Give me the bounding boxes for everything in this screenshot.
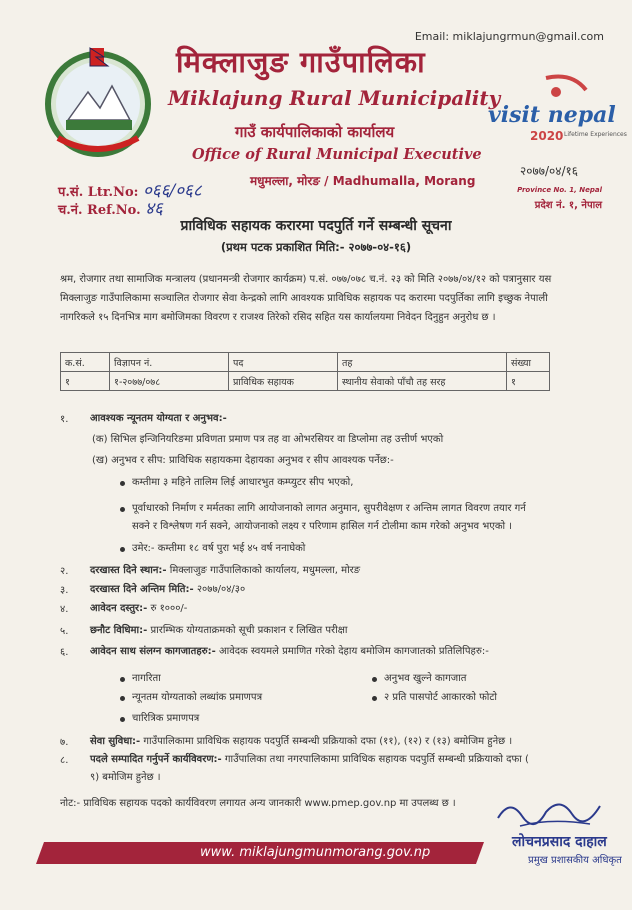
section-facilities — [90, 734, 570, 749]
section-duties-continued: ९) बमोजिम हुनेछ । — [90, 772, 161, 783]
table-header: पद — [229, 353, 338, 372]
document-item: चारित्रिक प्रमाणपत्र — [132, 713, 200, 724]
skill-item-2-line1: पूर्वाधारको निर्माण र मर्मतका लागि आयोजनाको लागत अनुमान, सुपरीवेक्षण र अन्तिम लागत विवरण तयार गर्न — [132, 503, 526, 514]
bullet-icon — [120, 696, 125, 701]
qualification-b: (ख) अनुभव र सीप: प्राविधिक सहायकमा देहायका अनुभव र सीप आवश्यक पर्नेछ:- — [92, 455, 394, 466]
bullet-icon — [120, 547, 125, 552]
notice-subtitle: (प्रथम पटक प्रकाशित मिति:- २०७७-०४-१६) — [220, 240, 412, 254]
office-title-english: Office of Rural Municipal Executive — [192, 146, 482, 163]
visit-nepal-logo — [486, 74, 627, 148]
skill-item-2-line2: सक्ने र विश्लेषण गर्न सक्ने, आयोजनाको लक्ष्य र परिणाम हासिल गर्न टोलीमा काम गरेको अनुभव भएको । — [132, 521, 513, 532]
table-cell: स्थानीय सेवाको पाँचौ तह सरह — [338, 372, 507, 391]
section-value: मिक्लाजुङ गाउँपालिकाको कार्यालय, मधुमल्ला, मोरङ — [169, 565, 361, 576]
section-label: पदले सम्पादित गर्नुपर्ने कार्यविवरण:- — [90, 754, 222, 765]
section-number: १. — [60, 414, 69, 425]
table-header-row — [61, 353, 550, 372]
table-header: विज्ञापन नं. — [110, 353, 229, 372]
skill-item-1: कम्तीमा ३ महिने तालिम लिई आधारभुत कम्प्युटर सीप भएको, — [132, 477, 354, 488]
visit-nepal-logo-icon — [486, 74, 627, 148]
section-value: आवेदक स्वयमले प्रमाणित गरेको देहाय बमोजिम कागजातको प्रतिलिपिहरु:- — [218, 646, 489, 657]
section-number: ५. — [60, 626, 69, 637]
reference-number-label: च.नं. Ref.No. — [58, 203, 141, 218]
reference-number-value: ४६ — [145, 199, 163, 219]
bullet-icon — [120, 507, 125, 512]
letter-date: २०७७/०४/१६ — [519, 164, 578, 178]
section-number: ३. — [60, 585, 69, 596]
table-row — [61, 372, 550, 391]
table-header: संख्या — [507, 353, 550, 372]
skill-item-3: उमेर:- कम्तीमा १८ वर्ष पुरा भई ४५ वर्ष ननाघेको — [132, 543, 306, 554]
section-value: प्रारम्भिक योग्यताक्रमको सूची प्रकाशन र लिखित परीक्षा — [150, 625, 348, 636]
table-cell: १ — [507, 372, 550, 391]
section-value: रु १०००/- — [150, 603, 188, 614]
section-label: दरखास्त दिने अन्तिम मिति:- — [90, 584, 194, 595]
section-number: ४. — [60, 604, 69, 615]
section-label: आवेदन साथ संलग्न कागजातहरु:- — [90, 646, 216, 657]
bullet-icon — [120, 677, 125, 682]
visit-year-text: 2020 — [530, 129, 564, 143]
section-fee — [90, 601, 187, 616]
bullet-icon — [120, 481, 125, 486]
office-title-nepali: गाउँ कार्यपालिकाको कार्यालय — [235, 123, 395, 141]
section-documents — [90, 644, 489, 659]
table-cell: १-२०७७/०७८ — [110, 372, 229, 391]
visit-tag-text: Lifetime Experiences — [564, 131, 627, 138]
section-number: ६. — [60, 647, 69, 658]
notice-intro: श्रम, रोजगार तथा सामाजिक मन्त्रालय (प्रधानमन्त्री रोजगार कार्यक्रम) प.सं. ०७७/०७८ च.नं. २३ को मिति २०७७/०४/१२ को पत्रानुसार यस मिक्लाजुङ गाउँपालिकामा सञ्चालित रोजगार सेवा केन्द्रको लागि आवश्यक प्राविधिक सहायक पद करारमा पदपुर्तिका लागि इच्छुक नेपाली नागरिकले १५ दिनभित्र माग बमोजिमका विवरण र राजश्व तिरेको रसिद सहित यस कार्यालयमा निवेदन दिनुहुन अनुरोध छ । — [60, 274, 552, 323]
section-value: गाउँपालिका तथा नगरपालिकामा प्राविधिक सहायक पदपुर्ति सम्बन्धी प्रक्रियाको दफा ( — [224, 754, 529, 765]
section-value: २०७७/०४/३० — [196, 584, 246, 595]
signer-name: लोचनप्रसाद दाहाल — [512, 834, 607, 850]
section-number: ७. — [60, 737, 69, 748]
municipality-title-english: Miklajung Rural Municipality — [168, 86, 501, 110]
email-text: Email: miklajungrmun@gmail.com — [414, 30, 604, 43]
section-deadline — [90, 582, 245, 597]
section-title-qualification: आवश्यक न्यूनतम योग्यता र अनुभव:- — [90, 413, 227, 424]
vacancy-table — [60, 352, 550, 391]
section-label: सेवा सुविधा:- — [90, 736, 141, 747]
table-cell: प्राविधिक सहायक — [229, 372, 338, 391]
footer-website: www. miklajungmunmorang.gov.np — [200, 845, 431, 860]
section-label: छनौट विधिमा:- — [90, 625, 148, 636]
office-address: मधुमल्ला, मोरङ / Madhumalla, Morang — [250, 174, 476, 188]
municipality-title-nepali: मिक्लाजुङ गाउँपालिका — [176, 45, 426, 79]
document-item: नागरिता — [132, 673, 161, 684]
letter-number-label: प.सं. Ltr.No: — [58, 185, 139, 200]
province-nepali: प्रदेश नं. १, नेपाल — [534, 200, 602, 211]
section-number: ८. — [60, 755, 69, 766]
table-header: तह — [338, 353, 507, 372]
section-number: २. — [60, 566, 69, 577]
section-value: गाउँपालिकामा प्राविधिक सहायक पदपुर्ति सम्बन्धी प्रक्रियाको दफा (११), (१२) र (१३) बमोजिम हुनेछ । — [143, 736, 513, 747]
section-application-place — [90, 563, 360, 578]
bullet-icon — [372, 696, 377, 701]
qualification-a: (क) सिभिल इन्जिनियरिङमा प्रविणता प्रमाण पत्र तह वा ओभरसियर वा डिप्लोमा तह उत्तीर्ण भएको — [92, 434, 444, 445]
province-english: Province No. 1, Nepal — [517, 186, 602, 194]
letter-number-value: ०६६/०६८ — [142, 181, 202, 201]
section-duties — [90, 752, 570, 767]
document-item: अनुभव खुल्ने कागजात — [384, 673, 467, 684]
document-item: २ प्रति पासपोर्ट आकारको फोटो — [384, 692, 498, 703]
note-text: नोट:- प्राविधिक सहायक पदको कार्यविवरण लगायत अन्य जानकारी www.pmep.gov.np मा उपलब्ध छ । — [60, 798, 456, 809]
signer-title: प्रमुख प्रशासकीय अधिकृत — [528, 855, 622, 866]
nepal-emblem-icon — [38, 42, 158, 162]
visit-nepal-text: visit nepal — [488, 102, 616, 128]
signature-icon — [490, 788, 610, 838]
bullet-icon — [120, 717, 125, 722]
section-label: आवेदन दस्तुर:- — [90, 603, 148, 614]
section-selection — [90, 623, 348, 638]
table-header: क.सं. — [61, 353, 110, 372]
notice-title: प्राविधिक सहायक करारमा पदपुर्ति गर्ने सम्बन्धी सूचना — [180, 218, 452, 234]
document-item: न्यूनतम योग्यताको लब्धांक प्रमाणपत्र — [132, 692, 263, 703]
section-label: दरखास्त दिने स्थान:- — [90, 565, 167, 576]
table-cell: १ — [61, 372, 110, 391]
bullet-icon — [372, 677, 377, 682]
